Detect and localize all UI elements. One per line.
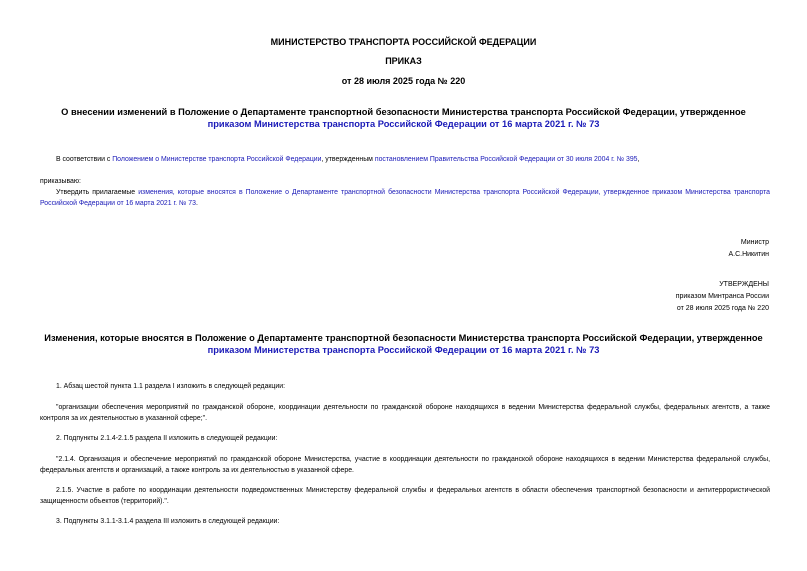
approve-paragraph: [40, 187, 770, 209]
approve-end: .: [195, 200, 198, 207]
item-3: 3. Подпункты 3.1.1-3.1.4 раздела III изложить в следующей редакции:: [56, 518, 280, 525]
doc-type-heading: ПРИКАЗ: [385, 56, 422, 66]
order-title-text: О внесении изменений в Положение о Департаменте транспортной безопасности Министерства транспорта Российской Федерации, утвержденное: [61, 107, 746, 117]
changes-title-link-rest: Министерства транспорта Российской Федерации от 16 марта 2021 г. № 73: [253, 345, 600, 355]
preamble-start: В соответствии с: [56, 156, 111, 163]
government-decree-link[interactable]: постановлением Правительства Российской Федерации от 30 июля 2004 г. № 395: [374, 156, 638, 163]
changes-link[interactable]: изменения, которые вносятся в Положение о Департаменте транспортной безопасности Министерства транспорта Российской Федерации, утвержденное приказом Министерства транспорта Российской Федерации от 16 марта 2021 г. № 73: [40, 189, 770, 207]
item-2-quote-1: "2.1.4. Организация и обеспечение мероприятий по гражданской обороне Министерства, участие в координации деятельности по гражданской обороне находящихся в ведении Министерства федеральной службы, федеральных агентств и организаций, а также контроль за их деятельностью в указанной сфере.: [40, 456, 770, 474]
signature-name: А.С.Никитин: [728, 251, 769, 258]
approved-line2: приказом Минтранса России: [675, 293, 769, 300]
approved-line3: от 28 июля 2025 года № 220: [676, 305, 769, 312]
changes-title-link[interactable]: [208, 345, 600, 355]
order-title-link-word: приказом: [207, 119, 252, 129]
changes-title-link-word: приказом: [207, 345, 252, 355]
order-title: [40, 106, 767, 130]
order-title-link[interactable]: [208, 119, 600, 129]
approved-block: [519, 279, 769, 315]
preamble-mid: , утвержденным: [321, 156, 373, 163]
item-1-quote: "организации обеспечения мероприятий по гражданской обороне, координации деятельности по гражданской обороне находящихся в ведении Министерства федеральной службы, федеральных агентств, а также контроля за их деятельностью в указанной сфере;".: [40, 404, 770, 422]
order-title-link-rest: Министерства транспорта Российской Федерации от 16 марта 2021 г. № 73: [253, 119, 600, 129]
date-number: от 28 июля 2025 года № 220: [341, 76, 466, 86]
item-2-quote-2: 2.1.5. Участие в работе по координации деятельности подведомственных Министерству федеральной службы и федеральных агентств в области обеспечения транспортной безопасности и антитеррористической защищенности объектов (территорий).".: [40, 487, 770, 505]
signature-block: [569, 237, 769, 261]
approved-line1: УТВЕРЖДЕНЫ: [719, 281, 769, 288]
signature-role: Министр: [740, 239, 769, 246]
preamble-end: ,: [637, 156, 640, 163]
approve-start: Утвердить прилагаемые: [56, 189, 136, 196]
changes-title: [40, 332, 767, 356]
item-2: 2. Подпункты 2.1.4-2.1.5 раздела II изложить в следующей редакции:: [56, 435, 278, 442]
ministry-heading: МИНИСТЕРСТВО ТРАНСПОРТА РОССИЙСКОЙ ФЕДЕРАЦИИ: [270, 37, 537, 47]
changes-title-text: Изменения, которые вносятся в Положение о Департаменте транспортной безопасности Министерства транспорта Российской Федерации, утвержденное: [44, 333, 763, 343]
preamble: [56, 154, 776, 165]
item-1: 1. Абзац шестой пункта 1.1 раздела I изложить в следующей редакции:: [56, 383, 285, 390]
regulation-link[interactable]: Положением о Министерстве транспорта Российской Федерации: [112, 156, 322, 163]
order-word: приказываю:: [40, 178, 81, 185]
